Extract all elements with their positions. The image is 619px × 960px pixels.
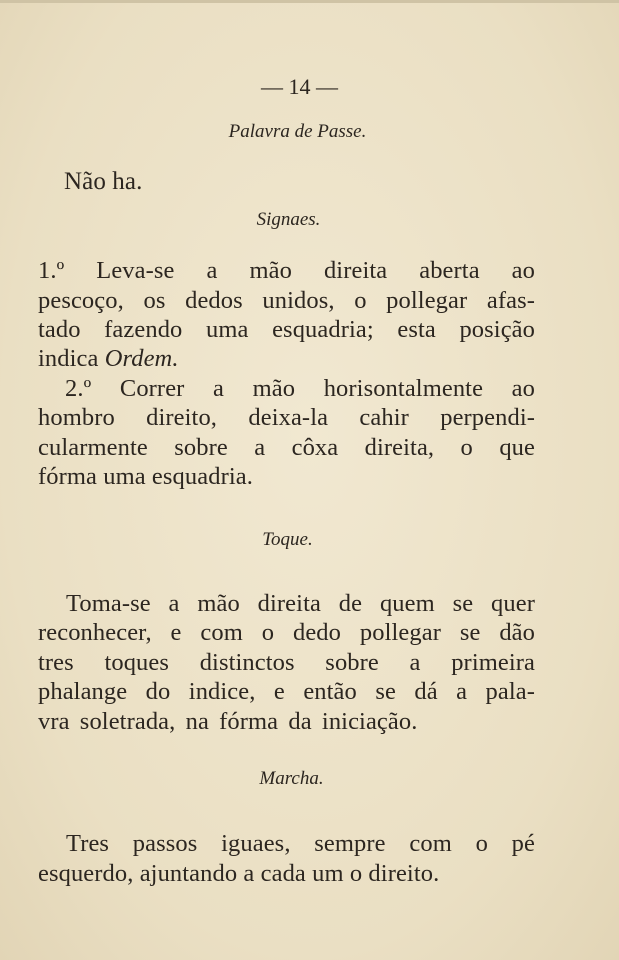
heading-palavra-de-passe: Palavra de Passe.	[228, 121, 367, 142]
signaes-ordem: Ordem.	[104, 345, 179, 372]
signaes-line-6: hombro direito, deixa-la cahir perpendi-	[38, 404, 535, 431]
toque-line-3: tres toques distinctos sobre a primeira	[38, 649, 535, 676]
page-number: — 14 —	[261, 74, 338, 99]
marcha-line-1: Tres passos iguaes, sempre com o pé	[66, 830, 535, 857]
toque-line-5: vra soletrada, na fórma da iniciação.	[38, 708, 418, 735]
signaes-line-7: cularmente sobre a côxa direita, o que	[38, 434, 535, 461]
signaes-line-3: tado fazendo uma esquadria; esta posição	[38, 316, 535, 343]
signaes-line-8: fórma uma esquadria.	[38, 463, 253, 490]
heading-signaes: Signaes.	[256, 209, 321, 230]
signaes-line-2: pescoço, os dedos unidos, o pollegar afas-	[38, 287, 535, 314]
palavra-text: Não ha.	[64, 168, 143, 195]
signaes-line-1: 1.º Leva-se a mão direita aberta ao	[38, 257, 535, 284]
page-edge	[0, 0, 619, 3]
heading-marcha: Marcha.	[259, 768, 324, 789]
heading-toque: Toque.	[262, 529, 313, 550]
signaes-indica: indica	[38, 345, 99, 372]
toque-line-2: reconhecer, e com o dedo pollegar se dão	[38, 619, 535, 646]
signaes-line-5: 2.º Correr a mão horisontalmente ao	[65, 375, 535, 402]
signaes-line-4	[38, 345, 179, 373]
toque-line-1: Toma-se a mão direita de quem se quer	[66, 590, 535, 617]
toque-line-4: phalange do indice, e então se dá a pala-	[38, 678, 535, 705]
marcha-line-2: esquerdo, ajuntando a cada um o direito.	[38, 860, 440, 887]
